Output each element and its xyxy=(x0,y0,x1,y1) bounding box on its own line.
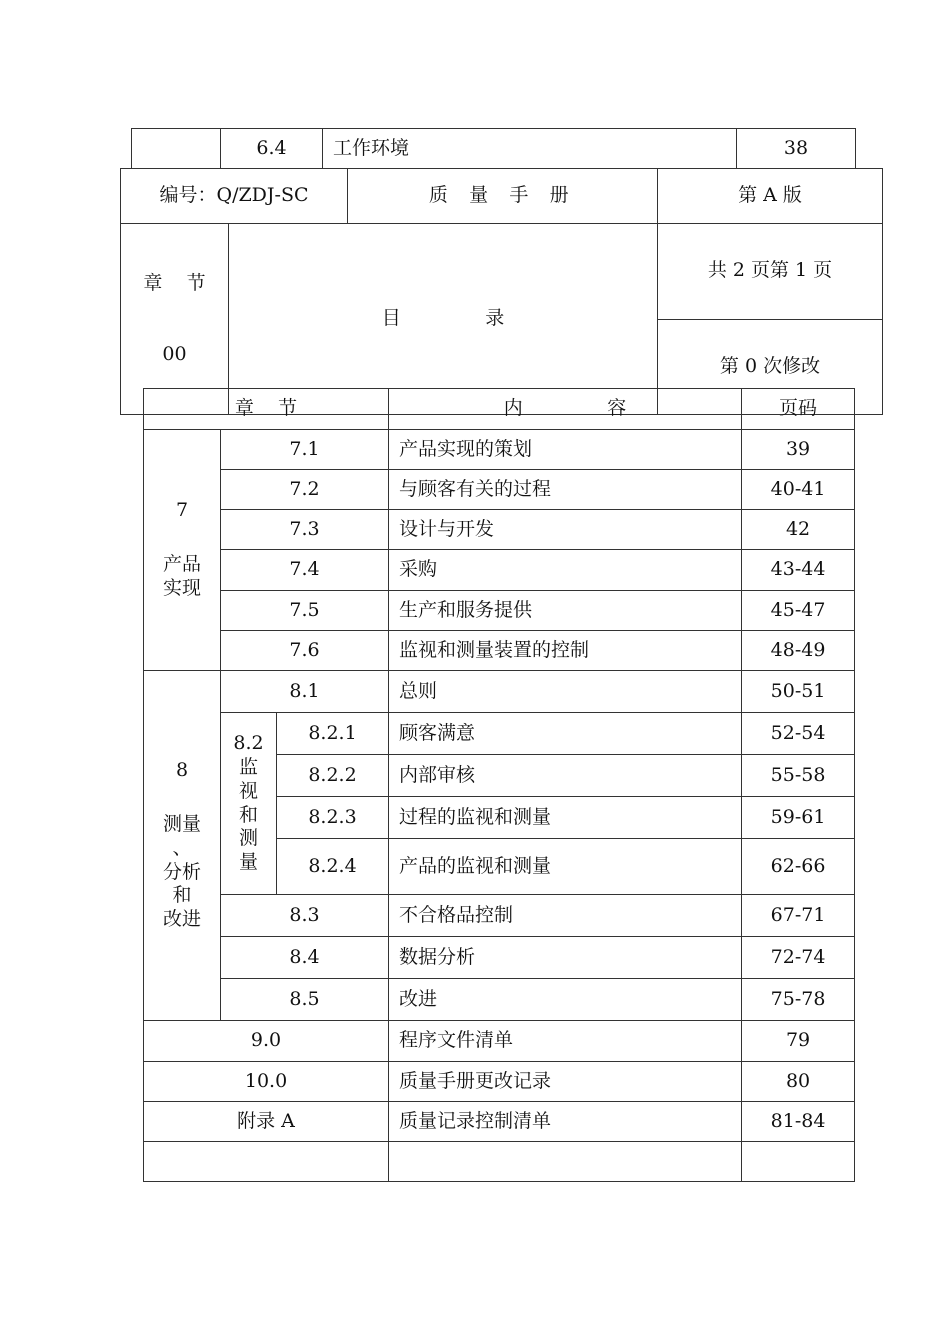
toc-header-page: 页码 xyxy=(742,389,855,430)
toc-row-content: 采购 xyxy=(389,550,742,591)
toc-row-section: 9.0 xyxy=(144,1021,389,1062)
top-row-blank xyxy=(132,129,221,169)
section-8-2-number: 8.2 xyxy=(233,732,264,755)
toc-row-section: 10.0 xyxy=(144,1062,389,1102)
toc-row-section: 7.2 xyxy=(221,470,389,510)
doc-code: 编号：Q/ZDJ-SC xyxy=(121,169,348,224)
toc-row-content: 程序文件清单 xyxy=(389,1021,742,1062)
section-8-2-cell xyxy=(221,713,277,895)
toc-row-page: 40-41 xyxy=(742,470,855,510)
toc-row-content: 产品的监视和测量 xyxy=(389,839,742,895)
toc-row-content: 质量手册更改记录 xyxy=(389,1062,742,1102)
toc-row-section: 7.1 xyxy=(221,430,389,470)
toc-row-page: 48-49 xyxy=(742,631,855,671)
chapter-7-number: 7 xyxy=(175,499,189,522)
toc-row-page: 45-47 xyxy=(742,591,855,631)
toc-row-content: 不合格品控制 xyxy=(389,895,742,937)
chapter-8-cell xyxy=(144,671,221,1021)
toc-row-page: 62-66 xyxy=(742,839,855,895)
top-row-table xyxy=(131,128,856,169)
chapter-7-name-line2: 实现 xyxy=(162,576,201,599)
section-8-2-char: 视 xyxy=(238,779,258,802)
toc-row-section: 8.5 xyxy=(221,979,389,1021)
toc-row-content: 总则 xyxy=(389,671,742,713)
top-row-title: 工作环境 xyxy=(323,129,737,169)
toc-row-page: 55-58 xyxy=(742,755,855,797)
revision-count: 第 0 次修改 xyxy=(658,319,883,415)
section-8-2-char: 测 xyxy=(238,827,258,850)
toc-row-section: 7.4 xyxy=(221,550,389,591)
chapter-7-name-line1: 产品 xyxy=(162,553,201,576)
chapter-8-name-line1: 测量 xyxy=(162,813,201,835)
toc-header-chapter: 章 节 xyxy=(144,389,389,430)
page-count: 共 2 页第 1 页 xyxy=(658,224,883,320)
toc-row-page: 72-74 xyxy=(742,937,855,979)
toc-row-content: 数据分析 xyxy=(389,937,742,979)
toc-row-section: 8.3 xyxy=(221,895,389,937)
toc-row-page: 52-54 xyxy=(742,713,855,755)
toc-row-content: 与顾客有关的过程 xyxy=(389,470,742,510)
chapter-8-name-line4: 和 xyxy=(172,884,192,907)
toc-row-section: 8.2.4 xyxy=(277,839,389,895)
toc-row-page: 81-84 xyxy=(742,1102,855,1142)
chapter-8-number: 8 xyxy=(175,759,189,782)
chapter-7-cell xyxy=(144,430,221,671)
toc-row-content: 内部审核 xyxy=(389,755,742,797)
toc-row-page: 79 xyxy=(742,1021,855,1062)
toc-row-content: 顾客满意 xyxy=(389,713,742,755)
toc-row-section: 7.6 xyxy=(221,631,389,671)
chapter-label: 章 节 xyxy=(143,271,206,294)
chapter-8-name-line3: 分析 xyxy=(162,860,201,883)
chapter-8-name-line2: 、 xyxy=(172,836,192,859)
toc-row-section: 7.5 xyxy=(221,591,389,631)
toc-row-content: 过程的监视和测量 xyxy=(389,797,742,839)
toc-row-content: 生产和服务提供 xyxy=(389,591,742,631)
toc-row-section: 8.4 xyxy=(221,937,389,979)
toc-row-section xyxy=(144,1142,389,1182)
toc-row-content: 产品实现的策划 xyxy=(389,430,742,470)
toc-row-page: 39 xyxy=(742,430,855,470)
top-row-number: 6.4 xyxy=(221,129,323,169)
toc-row-content: 改进 xyxy=(389,979,742,1021)
toc-row-section: 8.1 xyxy=(221,671,389,713)
doc-header xyxy=(120,168,883,415)
toc-row-page xyxy=(742,1142,855,1182)
toc-row-content: 质量记录控制清单 xyxy=(389,1102,742,1142)
toc-row-page: 59-61 xyxy=(742,797,855,839)
toc-row-page: 50-51 xyxy=(742,671,855,713)
toc-row-section: 8.2.1 xyxy=(277,713,389,755)
toc-row-content: 监视和测量装置的控制 xyxy=(389,631,742,671)
toc-header-content: 内 容 xyxy=(389,389,742,430)
section-8-2-char: 和 xyxy=(238,803,258,826)
toc-row-content: 设计与开发 xyxy=(389,510,742,550)
section-8-2-char: 量 xyxy=(238,851,258,873)
toc-row-section: 附录 A xyxy=(144,1102,389,1142)
section-title: 目 录 xyxy=(229,224,658,415)
toc-row-page: 80 xyxy=(742,1062,855,1102)
toc-row-section: 8.2.2 xyxy=(277,755,389,797)
chapter-value: 00 xyxy=(162,342,187,365)
toc-row-page: 75-78 xyxy=(742,979,855,1021)
chapter-8-name-line5: 改进 xyxy=(162,908,201,930)
toc-row-page: 67-71 xyxy=(742,895,855,937)
toc-row-content xyxy=(389,1142,742,1182)
toc-table xyxy=(143,388,855,1182)
doc-edition: 第 A 版 xyxy=(658,169,883,224)
top-row-page: 38 xyxy=(737,129,856,169)
toc-row-page: 42 xyxy=(742,510,855,550)
doc-title: 质 量 手 册 xyxy=(348,169,658,224)
section-8-2-char: 监 xyxy=(238,756,258,778)
toc-row-section: 8.2.3 xyxy=(277,797,389,839)
chapter-cell xyxy=(121,224,229,415)
toc-row-page: 43-44 xyxy=(742,550,855,591)
toc-row-section: 7.3 xyxy=(221,510,389,550)
